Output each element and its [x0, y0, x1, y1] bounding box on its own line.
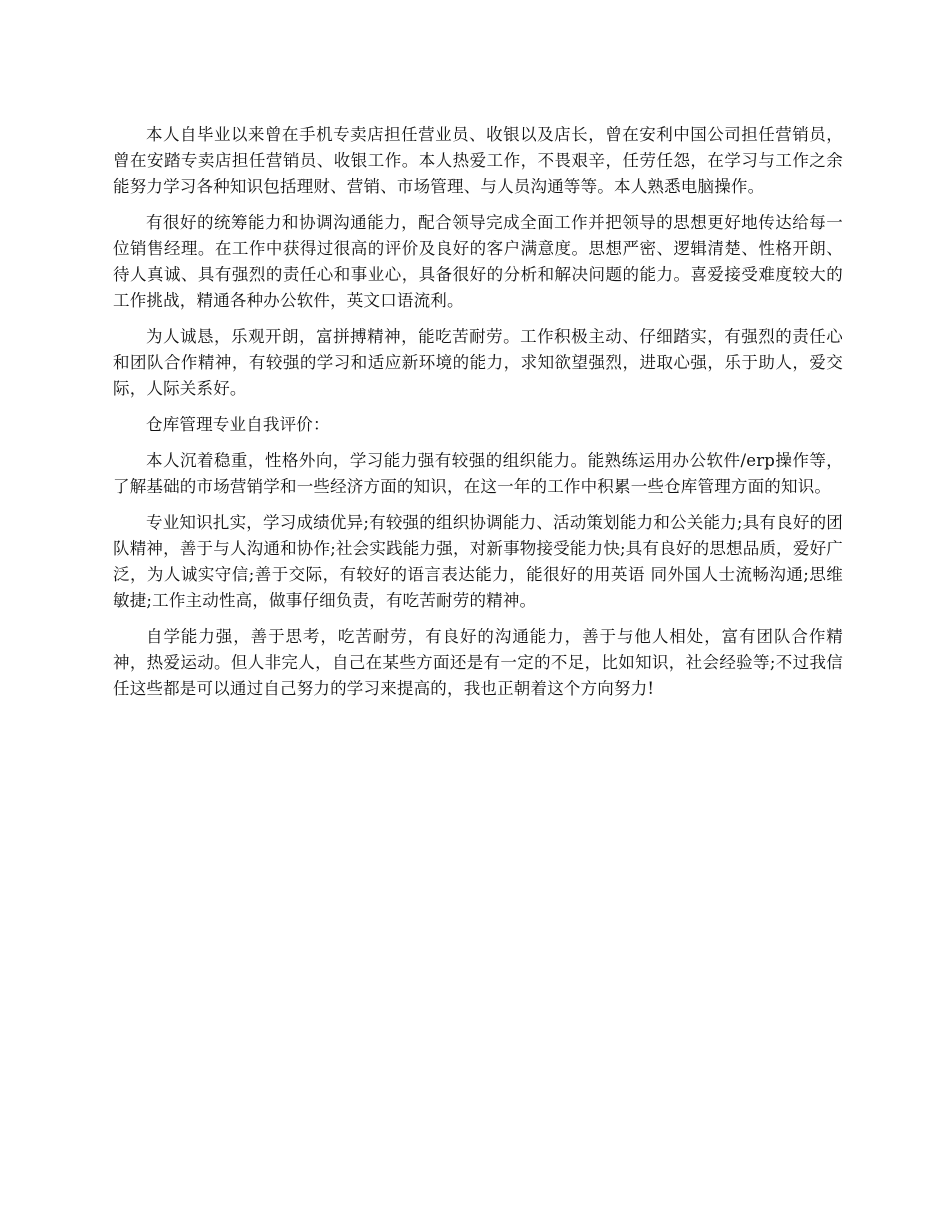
paragraph-warehouse-skills: 本人沉着稳重，性格外向，学习能力强有较强的组织能力。能熟练运用办公软件/erp操作等，了解基础的市场营销学和一些经济方面的知识，在这一年的工作中积累一些仓库管理方面的知识。 [113, 451, 843, 496]
paragraph-personality: 为人诚恳，乐观开朗，富拼搏精神，能吃苦耐劳。工作积极主动、仔细踏实，有强烈的责任心和团队合作精神，有较强的学习和适应新环境的能力，求知欲望强烈，进取心强，乐于助人，爱交际，人际关系好。 [113, 327, 843, 398]
paragraph-self-learning: 自学能力强，善于思考，吃苦耐劳，有良好的沟通能力，善于与他人相处，富有团队合作精神，热爱运动。但人非完人，自己在某些方面还是有一定的不足，比如知识，社会经验等;不过我信任这些都是可以通过自己努力的学习来提高的，我也正朝着这个方向努力! [113, 627, 843, 698]
paragraph-work-experience: 本人自毕业以来曾在手机专卖店担任营业员、收银以及店长，曾在安利中国公司担任营销员，曾在安踏专卖店担任营销员、收银工作。本人热爱工作，不畏艰辛，任劳任怨，在学习与工作之余能努力学习各种知识包括理财、营销、市场管理、与人员沟通等等。本人熟悉电脑操作。 [113, 125, 843, 196]
section-heading-warehouse: 仓库管理专业自我评价： [146, 415, 330, 434]
document-body [113, 122, 843, 712]
paragraph-professional-knowledge: 专业知识扎实，学习成绩优异;有较强的组织协调能力、活动策划能力和公关能力;具有良好的团队精神，善于与人沟通和协作;社会实践能力强，对新事物接受能力快;具有良好的思想品质，爱好广泛，为人诚实守信;善于交际，有较好的语言表达能力，能很好的用英语 同外国人士流畅沟通;思维敏捷;工作主动性高，做事仔细负责，有吃苦耐劳的精神。 [113, 513, 843, 610]
paragraph-abilities: 有很好的统筹能力和协调沟通能力，配合领导完成全面工作并把领导的思想更好地传达给每一位销售经理。在工作中获得过很高的评价及良好的客户满意度。思想严密、逻辑清楚、性格开朗、待人真诚、具有强烈的责任心和事业心，具备很好的分析和解决问题的能力。喜爱接受难度较大的工作挑战，精通各种办公软件，英文口语流利。 [113, 213, 843, 310]
